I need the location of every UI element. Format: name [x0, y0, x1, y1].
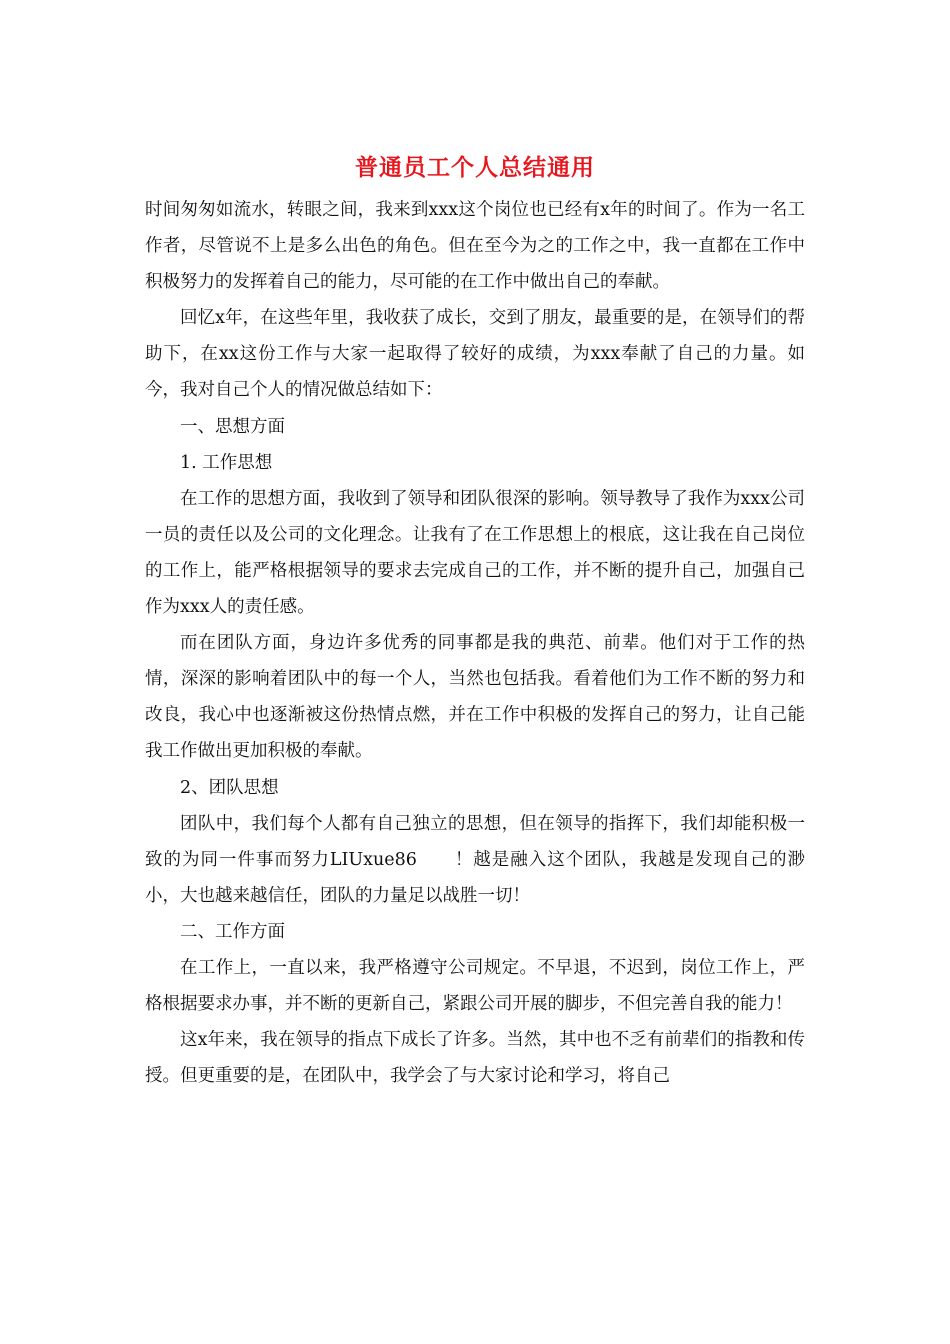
subheading-team-thought: 2、团队思想 — [180, 777, 279, 798]
paragraph-review: 回忆x年，在这些年里，我收获了成长，交到了朋友，最重要的是，在领导们的帮助下，在xx这份工作与大家一起取得了较好的成绩，为xxx奉献了自己的力量。如今，我对自己个人的情况做总结如下： — [145, 308, 805, 401]
document-title: 普通员工个人总结通用 — [355, 154, 595, 181]
section-heading-thought: 一、思想方面 — [180, 416, 285, 437]
paragraph-team-thought: 团队中，我们每个人都有自己独立的思想，但在领导的指挥下，我们却能积极一致的为同一件事而努力LIUxue86 ！越是融入这个团队，我越是发现自己的渺小，大也越来越信任，团队的力量足以战胜一切！ — [145, 813, 805, 906]
section-heading-work: 二、工作方面 — [180, 921, 285, 942]
paragraph-growth: 这x年来，我在领导的指点下成长了许多。当然，其中也不乏有前辈们的指教和传授。但更重要的是，在团队中，我学会了与大家讨论和学习，将自己 — [145, 1030, 805, 1087]
document-body — [145, 192, 805, 1094]
subheading-work-thought: 1. 工作思想 — [180, 452, 273, 473]
paragraph-intro: 时间匆匆如流水，转眼之间，我来到xxx这个岗位也已经有x年的时间了。作为一名工作者，尽管说不上是多么出色的角色。但在至今为之的工作之中，我一直都在工作中积极努力的发挥着自己的能力，尽可能的在工作中做出自己的奉献。 — [145, 200, 805, 293]
paragraph-work-discipline: 在工作上，一直以来，我严格遵守公司规定。不早退，不迟到，岗位工作上，严格根据要求办事，并不断的更新自己，紧跟公司开展的脚步，不但完善自我的能力！ — [145, 957, 805, 1015]
paragraph-work-thought: 在工作的思想方面，我收到了领导和团队很深的影响。领导教导了我作为xxx公司一员的责任以及公司的文化理念。让我有了在工作思想上的根底，这让我在自己岗位的工作上，能严格根据领导的要求去完成自己的工作，并不断的提升自己，加强自己作为xxx人的责任感。 — [145, 488, 805, 618]
paragraph-team-influence: 而在团队方面，身边许多优秀的同事都是我的典范、前辈。他们对于工作的热情，深深的影响着团队中的每一个人，当然也包括我。看着他们为工作不断的努力和改良，我心中也逐渐被这份热情点燃，并在工作中积极的发挥自己的努力，让自己能我工作做出更加积极的奉献。 — [145, 633, 805, 762]
